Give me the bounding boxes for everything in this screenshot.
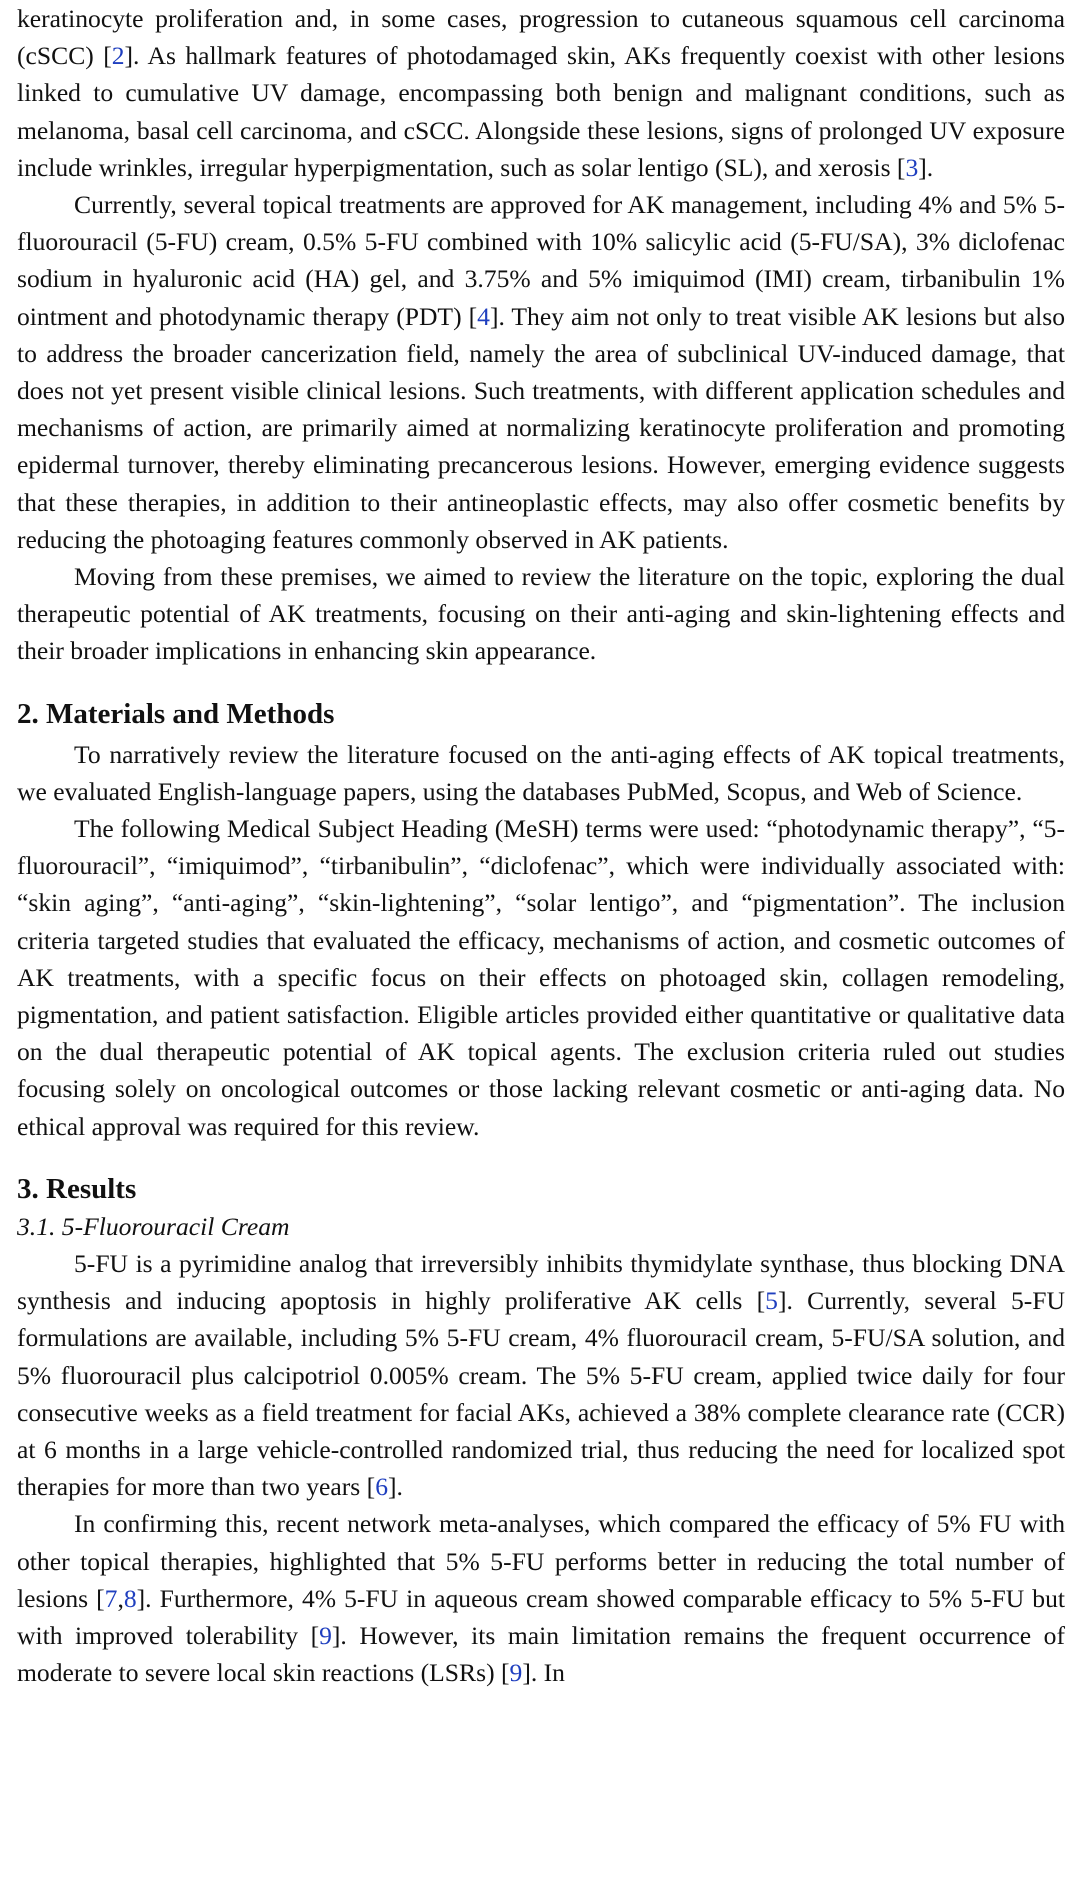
text-run: Moving from these premises, we aimed to review the literature on the topic, exploring the dual therapeutic potential of AK treatments, focusing on their anti-aging and skin-lightening effects and their broader implications in enhancing skin appearance. <box>17 562 1065 666</box>
text-run: The following Medical Subject Heading (MeSH) terms were used: “photodynamic therapy”, “5-fluorouracil”, “imiquimod”, “tirbanibulin”, “diclofenac”, which were individually associated with: “skin aging”, “anti-aging”, “skin-lightening”, “solar lentigo”, and “pigmentation”. The inclusion criteria targeted studies that evaluated the efficacy, mechanisms of action, and cosmetic outcomes of AK treatments, with a specific focus on their effects on photoaged skin, collagen remodeling, pigmentation, and patient satisfaction. Eligible articles provided either quantitative or qualitative data on the dual therapeutic potential of AK topical agents. The exclusion criteria ruled out studies focusing solely on oncological outcomes or those lacking relevant cosmetic or anti-aging data. No ethical approval was required for this review. <box>17 814 1065 1141</box>
paragraph-5fu-meta-analyses <box>17 1505 1065 1691</box>
text-run: ]. <box>918 152 934 182</box>
text-run: keratinocyte proliferation and, in some cases, progression to cutaneous squamous cell carcinoma (cSCC) [ <box>17 4 1065 71</box>
article-page <box>17 0 1065 1691</box>
citation-link[interactable]: 8 <box>123 1583 137 1613</box>
paragraph-aims <box>17 558 1065 670</box>
citation-link[interactable]: 7 <box>104 1583 118 1613</box>
citation-link[interactable]: 2 <box>111 41 125 71</box>
text-run: In confirming this, recent network meta-analyses, which compared the efficacy of 5% FU with other topical therapies, highlighted that 5% 5-FU performs better in reducing the total number of lesions [ <box>17 1509 1065 1613</box>
citation-link[interactable]: 5 <box>765 1286 778 1316</box>
paragraph-5fu-mechanism <box>17 1245 1065 1505</box>
text-run: ]. They aim not only to treat visible AK lesions but also to address the broader cancerization field, namely the area of subclinical UV-induced damage, that does not yet present visible clinical lesions. Such treatments, with different application schedules and mechanisms of action, are primarily aimed at normalizing keratinocyte proliferation and promoting epidermal turnover, thereby eliminating precancerous lesions. However, emerging evidence suggests that these therapies, in addition to their antineoplastic effects, may also offer cosmetic benefits by reducing the photoaging features commonly observed in AK patients. <box>17 301 1065 554</box>
citation-link[interactable]: 3 <box>905 152 919 182</box>
citation-link[interactable]: 4 <box>477 301 490 331</box>
text-run: To narratively review the literature focused on the anti-aging effects of AK topical treatments, we evaluated English-language papers, using the databases PubMed, Scopus, and Web of Science. <box>17 739 1065 806</box>
citation-link[interactable]: 6 <box>375 1472 388 1502</box>
section-heading-materials-methods: 2. Materials and Methods <box>17 697 335 730</box>
paragraph-methods-databases <box>17 736 1065 810</box>
citation-link[interactable]: 9 <box>319 1620 332 1650</box>
paragraph-intro-continued <box>17 0 1065 186</box>
text-run: , <box>117 1583 124 1613</box>
paragraph-methods-mesh <box>17 810 1065 1145</box>
paragraph-treatments <box>17 186 1065 558</box>
text-run: Currently, several topical treatments are approved for AK management, including 4% and 5% 5-fluorouracil (5-FU) cream, 0.5% 5-FU combined with 10% salicylic acid (5-FU/SA), 3% diclofenac sodium in hyaluronic acid (HA) gel, and 3.75% and 5% imiquimod (IMI) cream, tirbanibulin 1% ointment and photodynamic therapy (PDT) [ <box>17 190 1065 331</box>
text-run: ]. <box>387 1472 403 1502</box>
text-run: 5-FU is a pyrimidine analog that irreversibly inhibits thymidylate synthase, thus blocking DNA synthesis and inducing apoptosis in highly proliferative AK cells [ <box>17 1248 1065 1316</box>
text-run: ]. Currently, several 5-FU formulations are available, including 5% 5-FU cream, 4% fluorouracil cream, 5-FU/SA solution, and 5% fluorouracil plus calcipotriol 0.005% cream. The 5% 5-FU cream, applied twice daily for four consecutive weeks as a field treatment for facial AKs, achieved a 38% complete clearance rate (CCR) at 6 months in a large vehicle-controlled randomized trial, thus reducing the need for localized spot therapies for more than two years [ <box>17 1286 1065 1502</box>
text-run: ]. Furthermore, 4% 5-FU in aqueous cream showed comparable efficacy to 5% 5-FU but with improved tolerability [ <box>17 1583 1065 1650</box>
subsection-heading-5fu-cream: 3.1. 5-Fluorouracil Cream <box>17 1211 290 1241</box>
citation-link[interactable]: 9 <box>509 1658 523 1688</box>
text-run: ]. In <box>522 1658 565 1688</box>
section-heading-results: 3. Results <box>17 1172 137 1205</box>
text-run: ]. As hallmark features of photodamaged skin, AKs frequently coexist with other lesions linked to cumulative UV damage, encompassing both benign and malignant conditions, such as melanoma, basal cell carcinoma, and cSCC. Alongside these lesions, signs of prolonged UV exposure include wrinkles, irregular hyperpigmentation, such as solar lentigo (SL), and xerosis [ <box>17 41 1065 182</box>
text-run: ]. However, its main limitation remains the frequent occurrence of moderate to severe local skin reactions (LSRs) [ <box>17 1620 1066 1688</box>
